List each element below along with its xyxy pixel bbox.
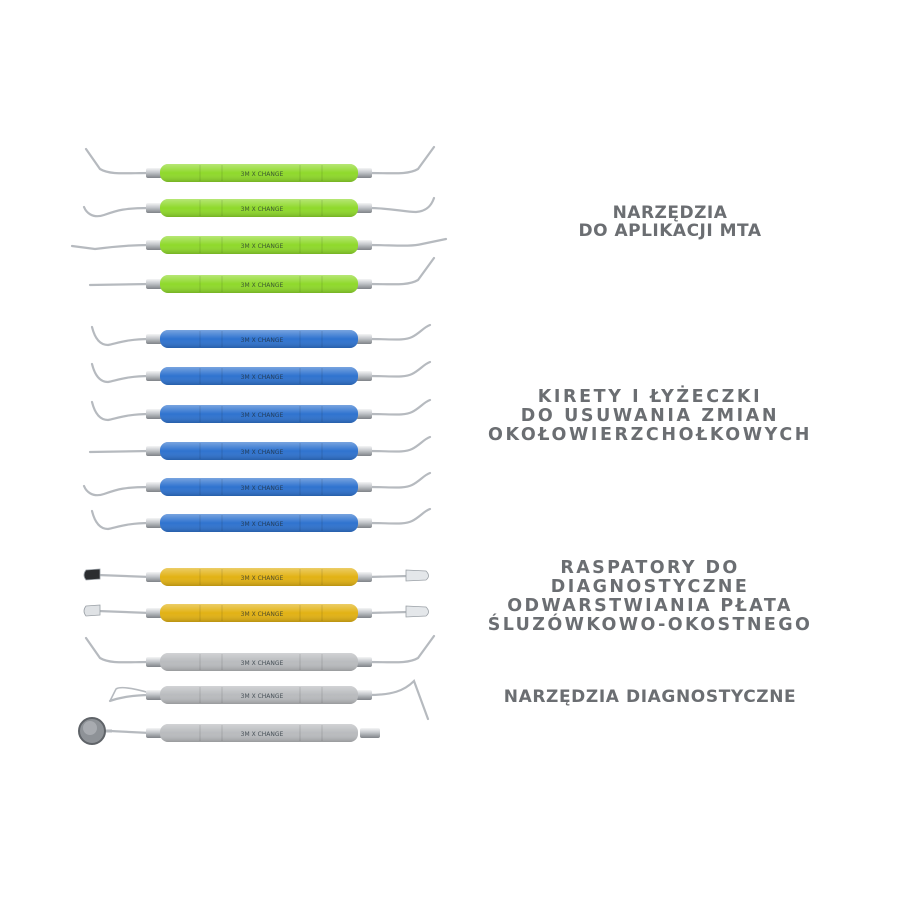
ferrule-left <box>146 482 162 492</box>
instrument-tip-left <box>110 731 150 733</box>
handle-brand-text: 3M X CHANGE <box>240 337 284 344</box>
instrument-tip-right <box>368 576 408 577</box>
dental-instrument <box>92 509 430 532</box>
mta-instruments-label <box>520 204 820 241</box>
label-line: ŚLUZÓWKOWO-OKOSTNEGO <box>487 614 813 635</box>
ferrule-right <box>356 279 372 289</box>
ferrule-left <box>146 608 162 618</box>
ferrule-left <box>146 657 162 667</box>
dental-instrument <box>84 568 429 586</box>
ferrule-left <box>146 279 162 289</box>
handle-brand-text: 3M X CHANGE <box>240 731 284 738</box>
handle-brand-text: 3M X CHANGE <box>240 660 284 667</box>
curettes-label <box>455 388 845 445</box>
label-line: KIRETY I ŁYŻECZKI <box>537 387 763 407</box>
periosteal-elevator-icon <box>406 606 429 617</box>
handle-brand-text: 3M X CHANGE <box>240 611 284 618</box>
dental-instrument <box>84 473 430 496</box>
ferrule-left <box>146 240 162 250</box>
handle-brand-text: 3M X CHANGE <box>240 485 284 492</box>
instrument-tip-left <box>84 486 150 495</box>
ferrule-right <box>356 446 372 456</box>
handle-brand-text: 3M X CHANGE <box>240 206 284 213</box>
ferrule-right <box>356 168 372 178</box>
instrument-tip-right <box>368 473 430 488</box>
mirror-glint <box>83 721 97 735</box>
instrument-tip-left <box>90 451 150 452</box>
ferrule-right <box>356 371 372 381</box>
handle-brand-text: 3M X CHANGE <box>240 412 284 419</box>
periosteal-elevator-icon <box>406 570 429 581</box>
dental-instrument <box>86 636 434 671</box>
ferrule-left <box>146 371 162 381</box>
dental-instrument <box>90 437 430 460</box>
ferrule-left <box>146 690 162 700</box>
ferrule-right <box>356 240 372 250</box>
instrument-tip-left <box>98 575 150 577</box>
label-line: DIAGNOSTYCZNE <box>550 576 750 597</box>
handle-brand-text: 3M X CHANGE <box>240 521 284 528</box>
ferrule-right <box>356 203 372 213</box>
instrument-tip-right <box>368 681 428 719</box>
dental-instrument <box>92 400 430 423</box>
instrument-tip-left <box>86 638 150 662</box>
ferrule-left <box>146 203 162 213</box>
instrument-tip-right <box>368 612 408 613</box>
ferrule-right <box>356 572 372 582</box>
instrument-tip-right <box>368 400 430 415</box>
handle-brand-text: 3M X CHANGE <box>240 449 284 456</box>
instrument-tip-right <box>368 636 434 662</box>
instrument-tip-right <box>368 437 430 452</box>
instrument-tip-left <box>92 402 150 420</box>
instrument-tip-right <box>368 325 430 340</box>
ferrule-right <box>356 657 372 667</box>
instrument-tip-left <box>90 284 150 285</box>
dental-instrument <box>79 718 380 744</box>
ferrule-left <box>146 409 162 419</box>
instrument-tip-left <box>84 207 150 216</box>
periosteal-elevator-icon <box>84 569 100 580</box>
label-line: NARZĘDZIA DIAGNOSTYCZNE <box>503 687 797 707</box>
ferrule-left <box>146 728 162 738</box>
instrument-tip-right <box>368 362 430 377</box>
instrument-tip-left <box>86 149 150 173</box>
ferrule-right <box>356 690 372 700</box>
instrument-tip-left <box>72 245 150 249</box>
handle-brand-text: 3M X CHANGE <box>240 374 284 381</box>
label-line: ODWARSTWIANIA PŁATA <box>507 595 793 616</box>
periosteal-elevators-label <box>470 559 830 635</box>
label-line: DO APLIKACJI MTA <box>578 221 762 242</box>
ferrule-right <box>356 608 372 618</box>
dental-instrument <box>92 362 430 385</box>
handle-brand-text: 3M X CHANGE <box>240 243 284 250</box>
dental-instrument <box>90 258 434 293</box>
label-line: DO USUWANIA ZMIAN <box>520 405 780 426</box>
dental-instrument <box>84 198 434 217</box>
dental-instrument <box>72 236 446 254</box>
ferrule-right <box>356 409 372 419</box>
handle-brand-text: 3M X CHANGE <box>240 693 284 700</box>
handle-brand-text: 3M X CHANGE <box>240 575 284 582</box>
dental-instrument <box>86 147 434 182</box>
ferrule-right <box>356 334 372 344</box>
ferrule-left <box>146 168 162 178</box>
instrument-tip-left <box>92 327 150 345</box>
mirror-thread-end <box>360 728 380 738</box>
instrument-tip-left <box>110 695 150 701</box>
ferrule-left <box>146 446 162 456</box>
instrument-tip-right <box>368 198 434 212</box>
diagnostic-instruments-label <box>470 688 830 706</box>
instrument-tip-left <box>92 364 150 382</box>
label-line: OKOŁOWIERZCHOŁKOWYCH <box>487 424 813 445</box>
instrument-tip-right <box>368 509 430 524</box>
label-line: NARZĘDZIA <box>612 203 728 223</box>
instrument-tip-right <box>368 258 434 284</box>
ferrule-left <box>146 334 162 344</box>
ferrule-right <box>356 482 372 492</box>
ferrule-right <box>356 518 372 528</box>
instrument-tip-left <box>92 511 150 529</box>
label-line: RASPATORY DO <box>560 558 740 578</box>
dental-instrument <box>84 604 429 622</box>
dental-instrument <box>92 325 430 348</box>
instrument-tip-right <box>368 147 434 173</box>
handle-brand-text: 3M X CHANGE <box>240 282 284 289</box>
periosteal-elevator-icon <box>84 605 100 616</box>
handle-brand-text: 3M X CHANGE <box>240 171 284 178</box>
ferrule-left <box>146 518 162 528</box>
ferrule-left <box>146 572 162 582</box>
instrument-tip-left <box>98 611 150 613</box>
dental-instrument <box>110 681 428 719</box>
instrument-tip-right <box>368 239 446 246</box>
